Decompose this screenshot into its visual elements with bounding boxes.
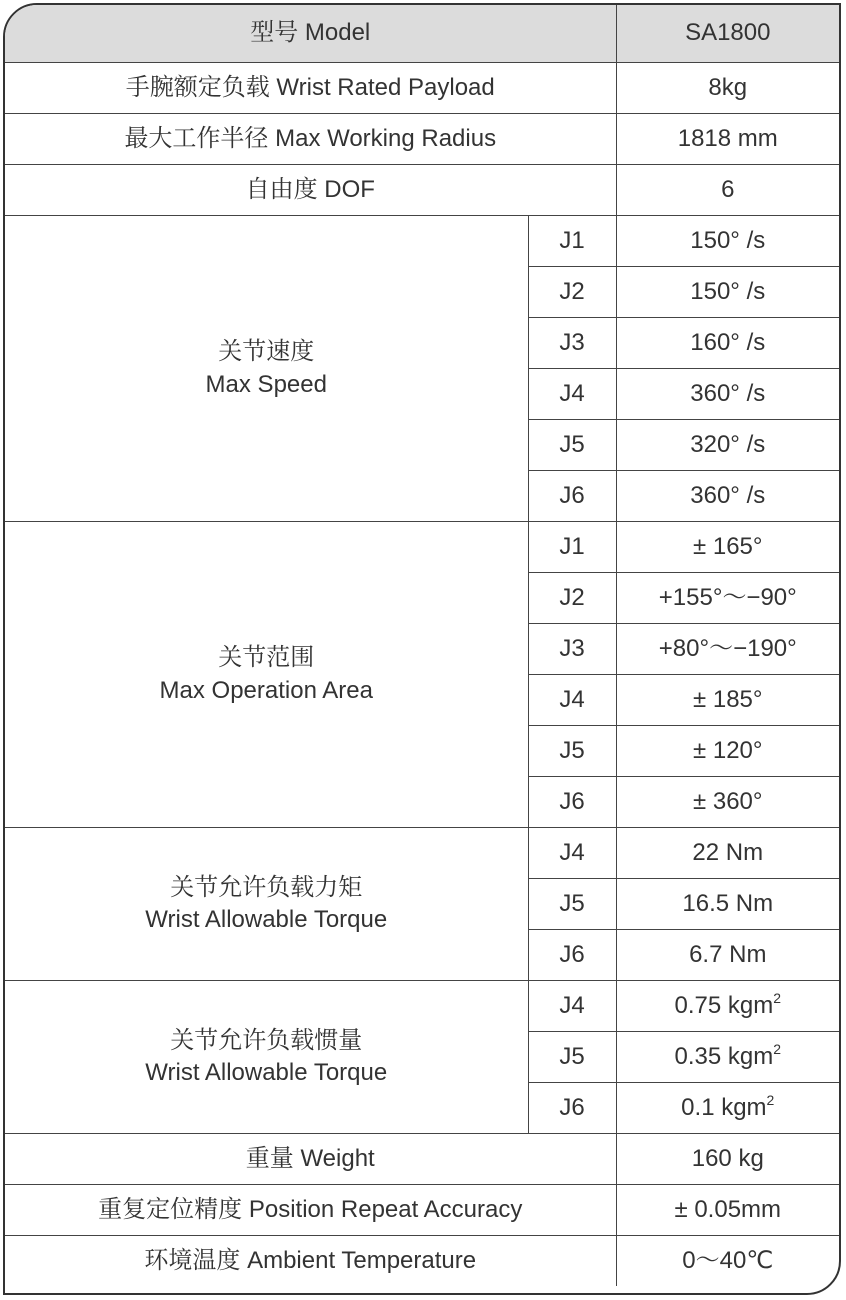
accuracy-label: 重复定位精度 Position Repeat Accuracy: [5, 1185, 616, 1236]
spec-row: [5, 1134, 839, 1185]
area-value: ± 120°: [616, 726, 839, 777]
torque-value: 6.7 Nm: [616, 930, 839, 981]
temperature-value: 0～40℃: [682, 1246, 774, 1274]
inertia-value: [616, 1032, 839, 1083]
area-value: +80°～−190°: [616, 624, 839, 675]
speed-value: 160° /s: [616, 318, 839, 369]
speed-group-label: [5, 216, 528, 522]
joint-label: J3: [528, 318, 616, 369]
unit-superscript: 2: [773, 989, 782, 1006]
torque-value: 22 Nm: [616, 828, 839, 879]
torque-value: 16.5 Nm: [616, 879, 839, 930]
torque-label-cn: 关节允许负载力矩: [170, 873, 363, 901]
joint-label: J3: [528, 624, 616, 675]
dof-value: 6: [616, 165, 839, 216]
area-group-label: [5, 522, 528, 828]
weight-value: 160 kg: [616, 1134, 839, 1185]
area-value: ± 185°: [616, 675, 839, 726]
speed-value: 150° /s: [616, 216, 839, 267]
speed-label-cn: 关节速度: [218, 338, 315, 366]
speed-value: 150° /s: [616, 267, 839, 318]
joint-label: J4: [528, 675, 616, 726]
joint-label: J5: [528, 879, 616, 930]
header-row: [5, 5, 839, 63]
spec-table: [5, 5, 839, 1286]
temperature-label: 环境温度 Ambient Temperature: [5, 1236, 616, 1287]
inertia-number: 0.1 kgm: [681, 1093, 767, 1121]
joint-label: J4: [528, 828, 616, 879]
model-label: 型号 Model: [5, 5, 616, 63]
unit-superscript: 2: [773, 1040, 782, 1057]
inertia-value: [616, 1083, 839, 1134]
payload-value: 8kg: [616, 63, 839, 114]
spec-row: [5, 63, 839, 114]
weight-label: 重量 Weight: [5, 1134, 616, 1185]
inertia-label-en: Wrist Allowable Torque: [145, 1059, 388, 1086]
unit-superscript: 2: [766, 1091, 775, 1108]
joint-label: J4: [528, 981, 616, 1032]
speed-label-en: Max Speed: [205, 370, 327, 398]
spec-row: [5, 165, 839, 216]
joint-label: J6: [528, 1083, 616, 1134]
area-value: +155°～−90°: [616, 573, 839, 624]
inertia-group-label: [5, 981, 528, 1134]
inertia-value: [616, 981, 839, 1032]
spec-table-frame: [3, 3, 841, 1295]
spec-row: [5, 114, 839, 165]
spec-row: [5, 1185, 839, 1236]
joint-label: J5: [528, 420, 616, 471]
area-row: [5, 522, 839, 573]
area-label-en: Max Operation Area: [159, 676, 373, 704]
speed-value: 320° /s: [616, 420, 839, 471]
torque-label-en: Wrist Allowable Torque: [145, 906, 388, 933]
dof-label: 自由度 DOF: [5, 165, 616, 216]
inertia-number: 0.35 kgm: [674, 1042, 774, 1070]
radius-value: 1818 mm: [616, 114, 839, 165]
inertia-label-cn: 关节允许负载惯量: [170, 1026, 363, 1054]
joint-label: J5: [528, 1032, 616, 1083]
accuracy-value: ± 0.05mm: [616, 1185, 839, 1236]
joint-label: J4: [528, 369, 616, 420]
radius-label: 最大工作半径 Max Working Radius: [5, 114, 616, 165]
area-value: ± 360°: [616, 777, 839, 828]
speed-row: [5, 216, 839, 267]
speed-value: 360° /s: [616, 369, 839, 420]
payload-label: 手腕额定负载 Wrist Rated Payload: [5, 63, 616, 114]
model-value: SA1800: [616, 5, 839, 63]
joint-label: J5: [528, 726, 616, 777]
joint-label: J1: [528, 522, 616, 573]
joint-label: J6: [528, 471, 616, 522]
inertia-number: 0.75 kgm: [674, 991, 774, 1019]
joint-label: J2: [528, 573, 616, 624]
inertia-row: [5, 981, 839, 1032]
torque-group-label: [5, 828, 528, 981]
spec-row: [5, 1236, 839, 1287]
torque-row: [5, 828, 839, 879]
speed-value: 360° /s: [616, 471, 839, 522]
joint-label: J1: [528, 216, 616, 267]
joint-label: J6: [528, 777, 616, 828]
area-label-cn: 关节范围: [218, 644, 315, 672]
joint-label: J2: [528, 267, 616, 318]
joint-label: J6: [528, 930, 616, 981]
area-value: ± 165°: [616, 522, 839, 573]
